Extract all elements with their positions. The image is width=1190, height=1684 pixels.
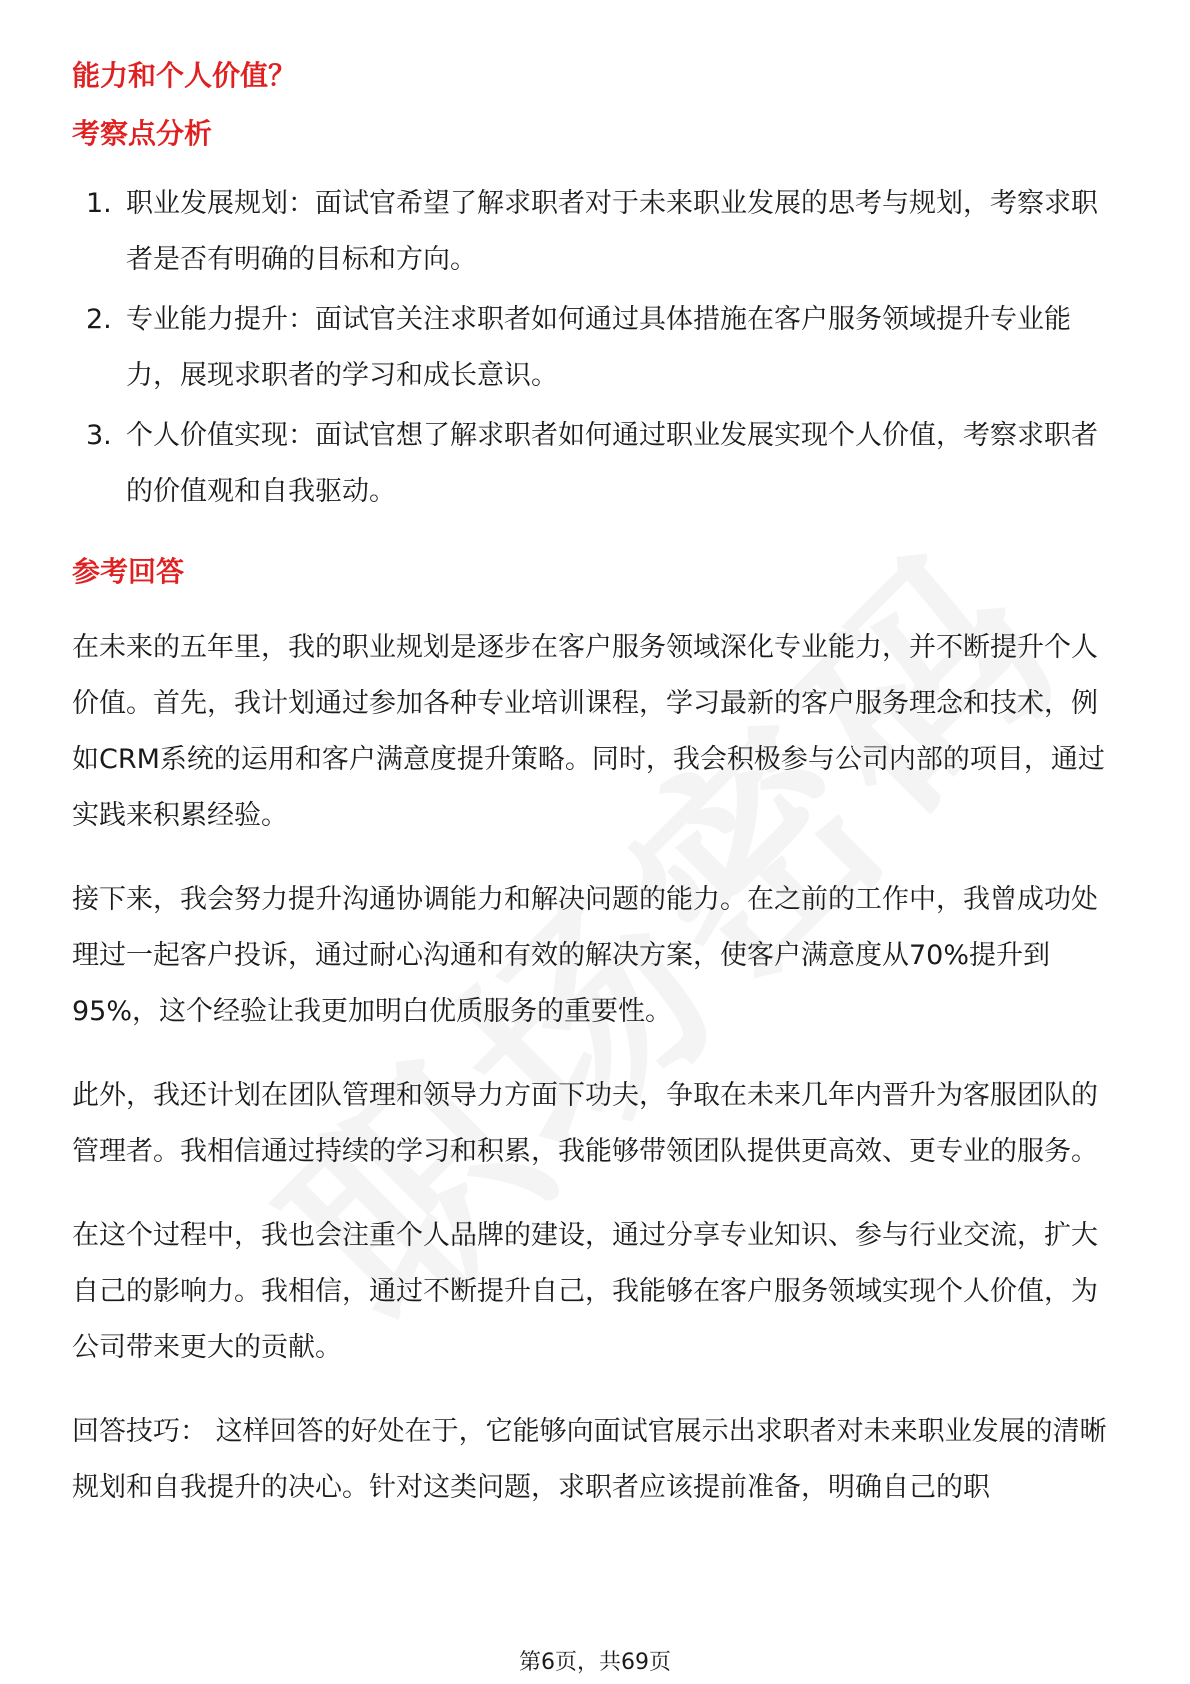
list-item	[72, 292, 1122, 404]
list-item-text: 职业发展规划：面试官希望了解求职者对于未来职业发展的思考与规划，考察求职者是否有明确的目标和方向。	[126, 188, 1098, 275]
answer-paragraph: 在这个过程中，我也会注重个人品牌的建设，通过分享专业知识、参与行业交流，扩大自己的影响力。我相信，通过不断提升自己，我能够在客户服务领域实现个人价值，为公司带来更大的贡献。	[72, 1220, 1098, 1363]
tips-paragraph: 回答技巧： 这样回答的好处在于，它能够向面试官展示出求职者对未来职业发展的清晰规划和自我提升的决心。针对这类问题，求职者应该提前准备，明确自己的职	[72, 1416, 1107, 1503]
list-item	[72, 408, 1122, 520]
answer-paragraph: 接下来，我会努力提升沟通协调能力和解决问题的能力。在之前的工作中，我曾成功处理过一起客户投诉，通过耐心沟通和有效的解决方案，使客户满意度从70%提升到95%，这个经验让我更加明白优质服务的重要性。	[72, 884, 1098, 1027]
list-item	[72, 176, 1122, 288]
page-content	[72, 56, 1122, 1544]
list-item-number: 2.	[86, 304, 112, 335]
page-number-footer: 第6页，共69页	[519, 1650, 671, 1675]
answer-paragraph: 此外，我还计划在团队管理和领导力方面下功夫，争取在未来几年内晋升为客服团队的管理者。我相信通过持续的学习和积累，我能够带领团队提供更高效、更专业的服务。	[72, 1080, 1098, 1167]
analysis-list	[72, 176, 1122, 520]
analysis-heading: 考察点分析	[72, 117, 213, 150]
question-tail-heading: 能力和个人价值？	[72, 59, 297, 92]
answer-heading: 参考回答	[72, 555, 185, 588]
list-item-number: 1.	[86, 188, 112, 219]
list-item-number: 3.	[86, 420, 112, 451]
answer-paragraph: 在未来的五年里，我的职业规划是逐步在客户服务领域深化专业能力，并不断提升个人价值。首先，我计划通过参加各种专业培训课程，学习最新的客户服务理念和技术，例如CRM系统的运用和客户满意度提升策略。同时，我会积极参与公司内部的项目，通过实践来积累经验。	[72, 632, 1105, 831]
list-item-text: 个人价值实现：面试官想了解求职者如何通过职业发展实现个人价值，考察求职者的价值观和自我驱动。	[126, 420, 1098, 507]
list-item-text: 专业能力提升：面试官关注求职者如何通过具体措施在客户服务领域提升专业能力，展现求职者的学习和成长意识。	[126, 304, 1071, 391]
